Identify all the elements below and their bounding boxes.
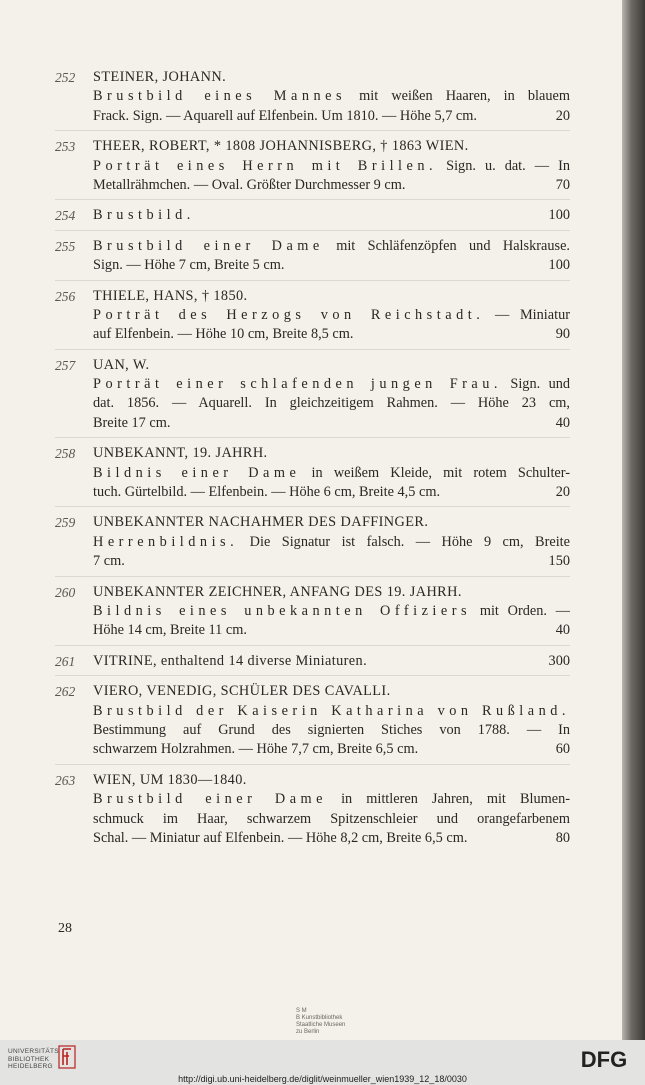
description-text <box>93 87 570 106</box>
description-text <box>93 237 570 256</box>
lot-number: 262 <box>55 684 76 700</box>
description-text <box>93 621 530 640</box>
description-line <box>55 602 570 621</box>
plain-text: mit Orden. — <box>471 602 570 619</box>
description-line <box>55 740 570 759</box>
artist-heading: VIERO, VENEDIG, SCHÜLER DES CAVALLI. <box>93 683 391 700</box>
lot-price: 150 <box>548 553 570 570</box>
catalog-entry <box>55 444 570 507</box>
lot-number: 263 <box>55 772 76 788</box>
description-text <box>93 740 530 759</box>
plain-text: Sign. — Höhe 7 cm, Breite 5 cm. <box>93 257 285 274</box>
lot-price: 70 <box>555 176 570 193</box>
lot-number: 256 <box>55 288 76 304</box>
description-line <box>55 810 570 829</box>
description-text <box>93 157 570 176</box>
spaced-title: Brustbild der Kaiserin Katharina von Rußland. <box>93 702 570 719</box>
description-line <box>55 394 570 413</box>
description-text <box>93 206 530 225</box>
artist-heading: THIELE, HANS, † 1850. <box>93 287 248 304</box>
lot-number: 257 <box>55 357 76 373</box>
description-text <box>93 325 530 344</box>
artist-heading: UNBEKANNTER NACHAHMER DES DAFFINGER. <box>93 514 429 531</box>
plain-text: Breite 17 cm. <box>93 414 171 431</box>
lot-number: 253 <box>55 139 76 155</box>
artist-heading: THEER, ROBERT, * 1808 JOHANNISBERG, † 1863 WIEN. <box>93 138 469 155</box>
catalog-entries <box>55 68 570 858</box>
description-line <box>55 237 570 256</box>
spaced-title: Porträt eines Herrn mit Brillen. <box>93 157 438 174</box>
lot-number: 254 <box>55 208 76 224</box>
description-line <box>55 721 570 740</box>
library-stamp <box>296 1008 345 1036</box>
spaced-title: Herrenbildnis. <box>93 533 239 550</box>
stamp-line: S M <box>296 1008 307 1014</box>
entry-heading-line <box>55 356 570 375</box>
lot-price: 90 <box>555 326 570 343</box>
plain-text: schwarzem Holzrahmen. — Höhe 7,7 cm, Breite 6,5 cm. <box>93 741 419 758</box>
description-text <box>93 483 530 502</box>
plain-text: Die Signatur ist falsch. — Höhe 9 cm, Breite <box>238 533 570 550</box>
catalog-entry <box>55 68 570 131</box>
description-line <box>55 306 570 325</box>
catalog-entry <box>55 513 570 576</box>
plain-text: auf Elfenbein. — Höhe 10 cm, Breite 8,5 cm. <box>93 326 354 343</box>
description-line <box>55 533 570 552</box>
dfg-logo-text: DFG <box>580 1048 628 1070</box>
description-text <box>93 107 530 126</box>
entry-heading-line <box>55 513 570 532</box>
catalog-entry <box>55 137 570 200</box>
lot-number: 255 <box>55 238 76 254</box>
description-text <box>93 176 530 195</box>
university-library-label[interactable] <box>8 1048 59 1071</box>
description-text <box>93 810 570 829</box>
catalog-entry <box>55 356 570 439</box>
entry-heading-line <box>55 652 570 671</box>
description-text <box>93 552 530 571</box>
spaced-title: Porträt einer schlafenden jungen Frau. <box>93 376 502 393</box>
entry-heading-line <box>55 583 570 602</box>
plain-text: Sign. u. dat. — In <box>437 157 570 174</box>
uni-line: BIBLIOTHEK <box>8 1055 50 1063</box>
description-line <box>55 325 570 344</box>
description-text <box>93 414 530 433</box>
lot-price: 20 <box>555 484 570 501</box>
dfg-logo-icon[interactable] <box>573 1048 635 1070</box>
university-logo-icon[interactable] <box>58 1045 76 1069</box>
lot-price: 60 <box>555 741 570 758</box>
artist-heading: UNBEKANNT, 19. JAHRH. <box>93 445 268 462</box>
description-line <box>55 552 570 571</box>
lot-price: 100 <box>548 257 570 274</box>
lot-number: 258 <box>55 446 76 462</box>
description-line <box>55 464 570 483</box>
description-text <box>93 306 570 325</box>
lot-number: 260 <box>55 584 76 600</box>
plain-text: Frack. Sign. — Aquarell auf Elfenbein. Um 1810. — Höhe 5,7 cm. <box>93 107 477 124</box>
plain-text: Sign. und <box>502 376 570 393</box>
description-line <box>55 157 570 176</box>
entry-heading-line <box>55 287 570 306</box>
lot-price: 20 <box>555 107 570 124</box>
artist-heading: UAN, W. <box>93 356 150 373</box>
lot-number: 259 <box>55 515 76 531</box>
uni-line: UNIVERSITÄTS <box>8 1048 59 1055</box>
description-line <box>55 206 570 225</box>
book-page-edge <box>622 0 645 1040</box>
description-text <box>93 256 530 275</box>
catalog-entry <box>55 237 570 281</box>
artist-heading: WIEN, UM 1830—1840. <box>93 771 247 788</box>
stamp-line: B Kunstbibliothek <box>296 1015 343 1021</box>
entry-heading-line <box>55 682 570 701</box>
description-line <box>55 107 570 126</box>
entry-heading-line <box>55 444 570 463</box>
spaced-title: Bildnis einer Dame <box>93 464 301 481</box>
artist-heading: STEINER, JOHANN. <box>93 69 227 85</box>
stamp-line: zu Berlin <box>296 1029 320 1035</box>
plain-text: dat. 1856. — Aquarell. In gleichzeitigem Rahmen. — Höhe 23 cm, <box>93 395 570 412</box>
catalog-entry <box>55 583 570 646</box>
description-text <box>93 464 570 483</box>
plain-text: Höhe 14 cm, Breite 11 cm. <box>93 622 247 639</box>
lot-price: 100 <box>548 207 570 224</box>
viewer-footer <box>0 1040 645 1085</box>
plain-text: in weißem Kleide, mit rotem Schulter- <box>300 464 570 481</box>
description-line <box>55 414 570 433</box>
plain-text: — Miniatur <box>484 306 570 323</box>
description-line <box>55 256 570 275</box>
entry-heading-line <box>55 771 570 790</box>
description-text <box>93 829 530 848</box>
entry-heading-line <box>55 137 570 156</box>
description-text <box>93 790 570 809</box>
plain-text: mit Schläfenzöpfen und Halskrause. <box>323 237 570 254</box>
stamp-line: Staatliche Museen <box>296 1022 346 1028</box>
spaced-title: Brustbild eines Mannes <box>93 88 347 105</box>
spaced-title: Bildnis eines unbekannten Offiziers <box>93 602 472 619</box>
description-line <box>55 790 570 809</box>
description-text <box>93 721 570 740</box>
page-number: 28 <box>58 921 72 936</box>
description-line <box>55 87 570 106</box>
plain-text: 7 cm. <box>93 553 125 570</box>
description-line <box>55 176 570 195</box>
description-text <box>93 702 570 721</box>
lot-price: 80 <box>555 829 570 846</box>
spaced-title: Brustbild einer Dame <box>93 237 324 254</box>
description-text <box>93 375 570 394</box>
plain-text: in mittleren Jahren, mit Blumen- <box>327 791 570 808</box>
artist-heading: UNBEKANNTER ZEICHNER, ANFANG DES 19. JAHRH. <box>93 583 462 600</box>
catalog-entry <box>55 682 570 765</box>
entry-heading-line <box>55 68 570 87</box>
plain-text: mit weißen Haaren, in blauem <box>346 88 570 105</box>
plain-text: Schal. — Miniatur auf Elfenbein. — Höhe 8,2 cm, Breite 6,5 cm. <box>93 829 468 846</box>
lot-price: 40 <box>555 414 570 431</box>
description-line <box>55 702 570 721</box>
description-line <box>55 829 570 848</box>
lot-price: 40 <box>555 622 570 639</box>
description-text <box>93 533 570 552</box>
page-url-link[interactable]: http://digi.ub.uni-heidelberg.de/diglit/weinmueller_wien1939_12_18/0030 <box>178 1074 467 1084</box>
description-text <box>93 394 570 413</box>
uni-line: HEIDELBERG <box>8 1063 53 1070</box>
lot-number: 261 <box>55 653 76 669</box>
spaced-title: Brustbild. <box>93 207 195 224</box>
spaced-title: Porträt des Herzogs von Reichstadt. <box>93 306 485 323</box>
catalog-entry <box>55 206 570 230</box>
description-text <box>93 602 570 621</box>
description-line <box>55 621 570 640</box>
description-line <box>55 375 570 394</box>
catalog-entry <box>55 771 570 853</box>
plain-text: Metallrähmchen. — Oval. Größter Durchmesser 9 cm. <box>93 176 406 193</box>
catalog-entry <box>55 287 570 350</box>
plain-text: tuch. Gürtelbild. — Elfenbein. — Höhe 6 cm, Breite 4,5 cm. <box>93 484 441 501</box>
lot-price: 300 <box>548 652 570 669</box>
artist-heading: VITRINE, enthaltend 14 diverse Miniaturen. <box>93 652 368 669</box>
catalog-entry <box>55 652 570 676</box>
plain-text: Bestimmung auf Grund des signierten Stiches von 1788. — In <box>93 721 570 738</box>
plain-text: schmuck im Haar, schwarzem Spitzenschleier und orangefarbenem <box>93 810 570 827</box>
description-line <box>55 483 570 502</box>
lot-number: 252 <box>55 70 76 85</box>
spaced-title: Brustbild einer Dame <box>93 791 328 808</box>
